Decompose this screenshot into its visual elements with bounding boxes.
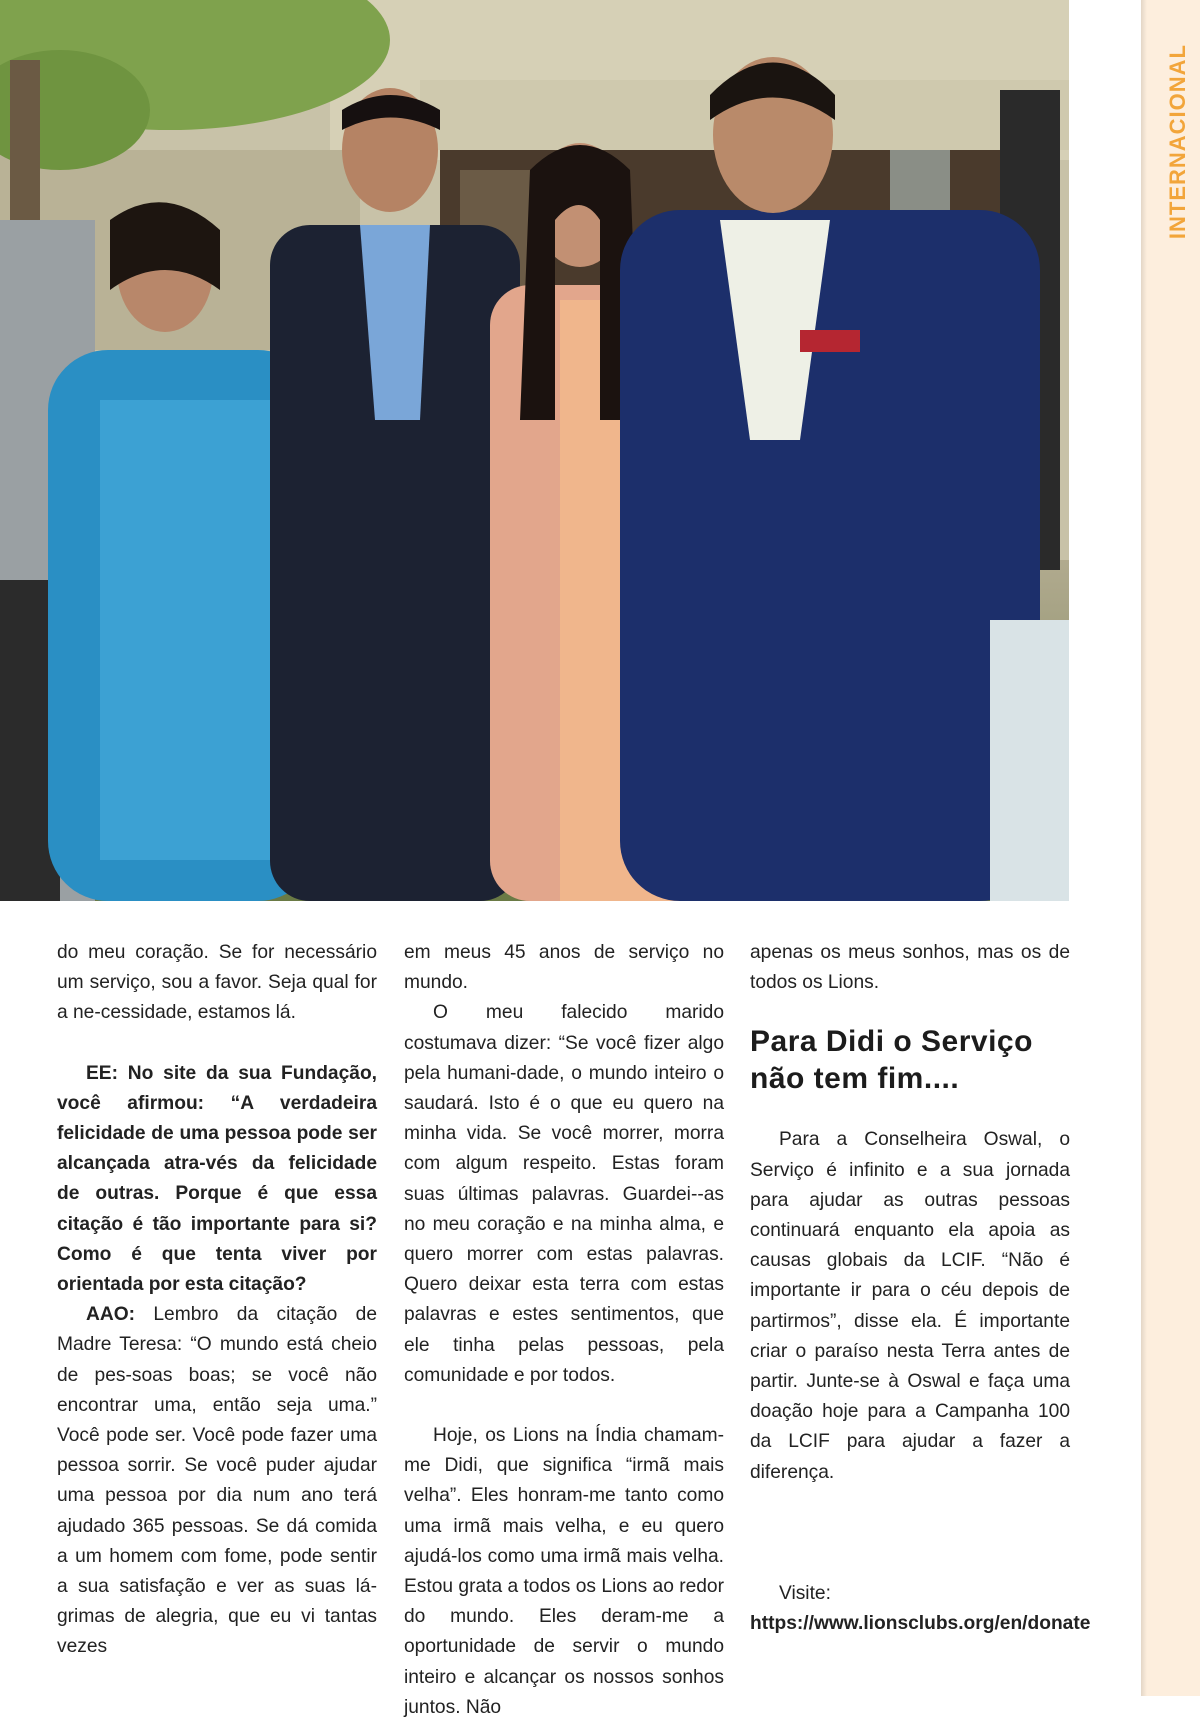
paragraph: O meu falecido marido costumava dizer: “Se você fizer algo pela humani-dade, o mundo inteiro o saudará. Isto é o que eu quero na minha vida. Se você morrer, morra com algum respeito. Estas foram suas últimas palavras. Guardei--as no meu coração e na minha alma, e quero morrer com estas palavras. Quero deixar esta terra com estas palavras e estes sentimentos, que ele tinha pelas pessoas, pela comunidade e por todos.: [404, 1002, 724, 1386]
visit-label: Visite:: [779, 1582, 831, 1604]
paragraph: Para a Conselheira Oswal, o Serviço é infinito e a sua jornada para ajudar as outras pessoas continuará enquanto ela apoia as causas globais da LCIF. “Não é importante ir para o céu depois de partirmos”, disse ela. É importante criar o paraíso nesta Terra antes de partir. Junte-se à Oswal e faça uma doação hoje para a Campanha 100 da LCIF para ajudar a fazer a diferença.: [750, 1129, 1070, 1483]
donate-link[interactable]: https://www.lionsclubs.org/en/donate: [750, 1613, 1091, 1635]
group-photo: [0, 0, 1069, 901]
paragraph: do meu coração. Se for necessário um serviço, sou a favor. Seja qual for a ne-cessidade, estamos lá.: [57, 942, 377, 1024]
answer-text: Lembro da citação de Madre Teresa: “O mundo está cheio de pes-soas boas; se você não encontrar uma, então seja uma.” Você pode ser. Você pode fazer uma pessoa sorrir. Se você puder ajudar uma pessoa por dia num ano terá ajudado 365 pessoas. Se dá comida a um homem com fome, pode sentir a sua satisfação e ver as suas lá-grimas de alegria, que eu vi tantas vezes: [57, 1304, 377, 1658]
paragraph: apenas os meus sonhos, mas os de todos os Lions.: [750, 942, 1070, 994]
group-photo-illustration: [0, 0, 1069, 901]
answer-speaker: AAO:: [86, 1304, 136, 1326]
paragraph: Hoje, os Lions na Índia chamam-me Didi, que significa “irmã mais velha”. Eles honram-me tanto como uma irmã mais velha, e eu quero ajudá-los como uma irmã mais velha. Estou grata a todos os Lions ao redor do mundo. Eles deram-me a oportunidade de servir o mundo inteiro e alcançar os nossos sonhos juntos. Não: [404, 1425, 724, 1718]
text-column-3: [750, 938, 1091, 1639]
section-stripe: [1141, 0, 1200, 1696]
interview-answer: [57, 1300, 377, 1662]
visit-line: [750, 1579, 1091, 1639]
text-column-1: [57, 938, 377, 1663]
interview-question: EE: No site da sua Fundação, você afirmou: “A verdadeira felicidade de uma pessoa pode ser alcançada atra-vés da felicidade de outras. Porque é que essa citação é tão importante para si? Como é que tenta viver por orientada por esta citação?: [57, 1062, 377, 1296]
text-column-2: [404, 938, 724, 1723]
section-label: INTERNACIONAL: [1165, 44, 1190, 240]
stripe-shadow: [1141, 0, 1147, 1696]
section-heading: Para Didi o Serviço não tem fim....: [750, 1025, 1033, 1096]
paragraph: em meus 45 anos de serviço no mundo.: [404, 942, 724, 994]
